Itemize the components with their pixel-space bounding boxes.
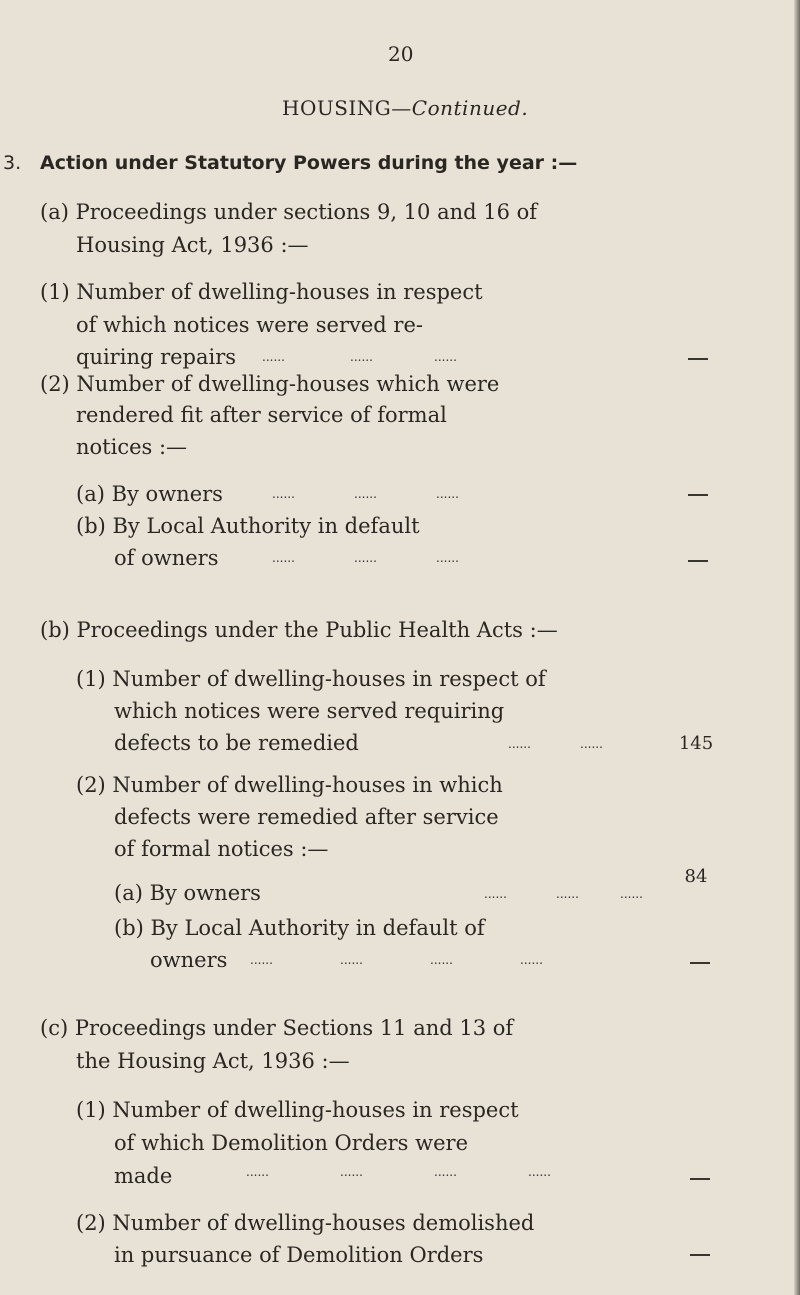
leader-dots: ...... <box>508 737 531 751</box>
value-dash <box>688 358 708 360</box>
leader-dots: ...... <box>340 953 363 967</box>
leader-dots: ...... <box>434 1165 457 1179</box>
part-b-heading: (b) Proceedings under the Public Health Acts :— <box>40 618 558 642</box>
part-b-sub-b-line1: (b) By Local Authority in default of <box>114 916 485 940</box>
part-a-item1-line1: (1) Number of dwelling-houses in respect <box>40 280 483 304</box>
value-145: 145 <box>678 733 714 754</box>
value-dash <box>688 494 708 496</box>
value-dash <box>688 560 708 562</box>
part-c-heading-cont: the Housing Act, 1936 :— <box>76 1049 350 1073</box>
part-b-item1-line2: which notices were served requiring <box>114 699 505 723</box>
leader-dots: ...... <box>528 1165 551 1179</box>
leader-dots: ...... <box>272 487 295 501</box>
part-b-sub-a: (a) By owners <box>114 881 261 905</box>
part-b-sub-b-line2: owners <box>150 948 228 972</box>
leader-dots: ...... <box>430 953 453 967</box>
part-a-sub-b-line2: of owners <box>114 546 219 570</box>
leader-dots: ...... <box>354 551 377 565</box>
leader-dots: ...... <box>484 887 507 901</box>
part-a-item2-line2: rendered fit after service of formal <box>76 403 447 427</box>
part-a-item2-line1: (2) Number of dwelling-houses which were <box>40 372 500 396</box>
header-subtitle: Continued. <box>411 96 529 120</box>
leader-dots: ...... <box>434 350 457 364</box>
part-b-item2-line2: defects were remedied after service <box>114 805 499 829</box>
value-84: 84 <box>684 866 708 887</box>
part-a-heading-cont: Housing Act, 1936 :— <box>76 233 309 257</box>
leader-dots: ...... <box>436 487 459 501</box>
part-c-item1-line3: made <box>114 1164 173 1188</box>
page-edge-shadow <box>794 0 800 1295</box>
leader-dots: ...... <box>262 350 285 364</box>
value-dash <box>690 1178 710 1180</box>
part-a-item1-line3: quiring repairs <box>76 345 237 369</box>
part-c-heading: (c) Proceedings under Sections 11 and 13 of <box>40 1016 514 1040</box>
part-b-item1-line3: defects to be remedied <box>114 731 359 755</box>
section-title: Action under Statutory Powers during the year :— <box>40 152 578 174</box>
part-c-item1-line2: of which Demolition Orders were <box>114 1131 469 1155</box>
part-b-item1-line1: (1) Number of dwelling-houses in respect of <box>76 667 546 691</box>
part-b-item2-line1: (2) Number of dwelling-houses in which <box>76 773 503 797</box>
value-dash <box>690 962 710 964</box>
page-header <box>282 98 528 118</box>
leader-dots: ...... <box>272 551 295 565</box>
page-number: 20 <box>388 42 414 66</box>
part-a-sub-a: (a) By owners <box>76 482 223 506</box>
part-a-item1-line2: of which notices were served re- <box>76 313 423 337</box>
leader-dots: ...... <box>556 887 579 901</box>
part-a-item2-line3: notices :— <box>76 435 188 459</box>
header-title: HOUSING— <box>282 96 412 120</box>
value-dash <box>690 1254 710 1256</box>
leader-dots: ...... <box>580 737 603 751</box>
part-a-heading: (a) Proceedings under sections 9, 10 and 16 of <box>40 200 538 224</box>
leader-dots: ...... <box>354 487 377 501</box>
leader-dots: ...... <box>250 953 273 967</box>
leader-dots: ...... <box>520 953 543 967</box>
part-c-item1-line1: (1) Number of dwelling-houses in respect <box>76 1098 519 1122</box>
part-b-item2-line3: of formal notices :— <box>114 837 329 861</box>
part-a-sub-b-line1: (b) By Local Authority in default <box>76 514 420 538</box>
leader-dots: ...... <box>436 551 459 565</box>
part-c-item2-line1: (2) Number of dwelling-houses demolished <box>76 1211 535 1235</box>
leader-dots: ...... <box>340 1165 363 1179</box>
leader-dots: ...... <box>246 1165 269 1179</box>
part-c-item2-line2: in pursuance of Demolition Orders <box>114 1243 484 1267</box>
leader-dots: ...... <box>350 350 373 364</box>
leader-dots: ...... <box>620 887 643 901</box>
section-number: 3. <box>3 152 22 174</box>
